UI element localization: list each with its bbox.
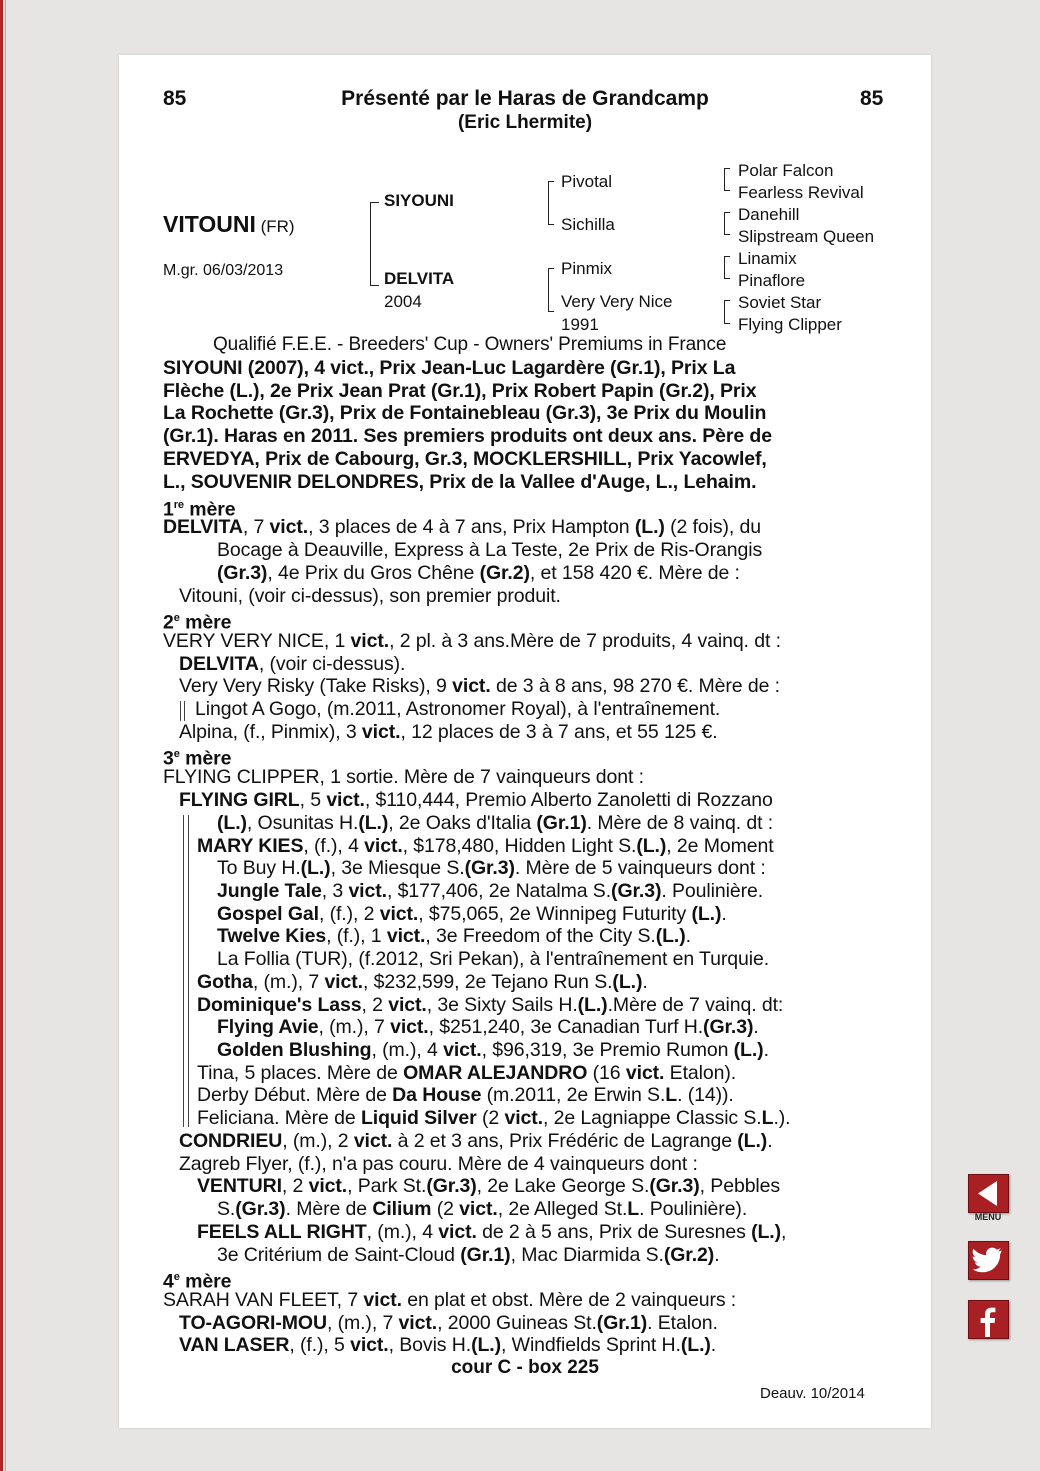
- pedigree-line: Dominique's Lass, 2 vict., 3e Sixty Sails H.(L.).Mère de 7 vainq. dt:: [197, 994, 784, 1016]
- sire-text: ERVEDYA, Prix de Cabourg, Gr.3, MOCKLERSHILL, Prix Yacowlef,: [163, 448, 767, 470]
- twitter-icon: [969, 1242, 1008, 1279]
- pedigree-line: Twelve Kies, (f.), 1 vict., 3e Freedom of the City S.(L.).: [217, 925, 691, 947]
- pedigree-bracket-dd: [724, 300, 730, 324]
- stable-location: cour C - box 225: [451, 1357, 599, 1378]
- pedigree-line: VENTURI, 2 vict., Park St.(Gr.3), 2e Lake George S.(Gr.3), Pebbles: [197, 1175, 781, 1197]
- pedigree-sdd: Slipstream Queen: [738, 227, 875, 246]
- pedigree-bracket-ds: [724, 256, 730, 279]
- sale-reference: Deauv. 10/2014: [760, 1385, 865, 1402]
- back-arrow-icon: [969, 1175, 1008, 1212]
- pedigree-line: VAN LASER, (f.), 5 vict., Bovis H.(L.), Windfields Sprint H.(L.).: [179, 1334, 717, 1356]
- pedigree-line: FEELS ALL RIGHT, (m.), 4 vict. de 2 à 5 ans, Prix de Suresnes (L.),: [197, 1221, 787, 1243]
- pedigree-line: To Buy H.(L.), 3e Miesque S.(Gr.3). Mère de 5 vainqueurs dont :: [217, 857, 766, 879]
- offspring-bar: [180, 701, 181, 721]
- page-title: Présenté par le Haras de Grandcamp: [341, 87, 709, 110]
- section-heading-3: 3e mère: [163, 747, 232, 770]
- menu-button[interactable]: [968, 1174, 1009, 1213]
- pedigree-line: La Follia (TUR), (f.2012, Sri Pekan), à l'entraînement en Turquie.: [217, 948, 770, 970]
- qualification: Qualifié F.E.E. - Breeders' Cup - Owners' Premiums in France: [213, 334, 727, 355]
- pedigree-dam-year: 2004: [384, 292, 422, 311]
- pedigree-line: Feliciana. Mère de Liquid Silver (2 vict., 2e Lagniappe Classic S.L.).: [197, 1107, 791, 1129]
- sire-text: Flèche (L.), 2e Prix Jean Prat (Gr.1), Prix Robert Papin (Gr.2), Prix: [163, 380, 757, 402]
- pedigree-sss: Polar Falcon: [738, 161, 834, 180]
- pedigree-bracket-gen1: [370, 202, 379, 286]
- pedigree-line: S.(Gr.3). Mère de Cilium (2 vict., 2e Alleged St.L. Poulinière).: [217, 1198, 748, 1220]
- pedigree-dd-year: 1991: [561, 315, 599, 334]
- pedigree-line: Bocage à Deauville, Express à La Teste, 2e Prix de Ris-Orangis: [217, 539, 763, 561]
- pedigree-ds: Pinmix: [561, 259, 613, 278]
- pedigree-line: CONDRIEU, (m.), 2 vict. à 2 et 3 ans, Prix Frédéric de Lagrange (L.).: [179, 1130, 773, 1152]
- pedigree-line: Tina, 5 places. Mère de OMAR ALEJANDRO (16 vict. Etalon).: [197, 1062, 737, 1084]
- pedigree-bracket-sd: [724, 212, 730, 235]
- pedigree-line: MARY KIES, (f.), 4 vict., $178,480, Hidden Light S.(L.), 2e Moment: [197, 835, 774, 857]
- offspring-bar: [184, 701, 185, 721]
- pedigree-line: Alpina, (f., Pinmix), 3 vict., 12 places de 3 à 7 ans, et 55 125 €.: [179, 721, 718, 743]
- pedigree-line: DELVITA, (voir ci-dessus).: [179, 653, 406, 675]
- sire-text: La Rochette (Gr.3), Prix de Fontainebleau (Gr.3), 3e Prix du Moulin: [163, 402, 767, 424]
- pedigree-line: FLYING GIRL, 5 vict., $110,444, Premio Alberto Zanoletti di Rozzano: [179, 789, 773, 811]
- catalogue-page: [119, 55, 931, 1428]
- pedigree-line: FLYING CLIPPER, 1 sortie. Mère de 7 vainqueurs dont :: [163, 766, 644, 788]
- pedigree-bracket-ss: [724, 168, 730, 191]
- pedigree-ddd: Flying Clipper: [738, 315, 842, 334]
- pedigree-line: Gospel Gal, (f.), 2 vict., $75,065, 2e Winnipeg Futurity (L.).: [217, 903, 727, 925]
- pedigree-line: Derby Début. Mère de Da House (m.2011, 2e Erwin S.L. (14)).: [197, 1084, 734, 1106]
- pedigree-dds: Soviet Star: [738, 293, 822, 312]
- pedigree-line: Jungle Tale, 3 vict., $177,406, 2e Natalma S.(Gr.3). Poulinière.: [217, 880, 764, 902]
- left-border-line: [5, 0, 6, 1471]
- pedigree-dss: Linamix: [738, 249, 797, 268]
- twitter-button[interactable]: [968, 1241, 1009, 1280]
- left-border: [0, 0, 3, 1471]
- facebook-button[interactable]: [968, 1300, 1009, 1339]
- sire-text: (Gr.1). Haras en 2011. Ses premiers produits ont deux ans. Père de: [163, 425, 772, 447]
- offspring-bar: [183, 815, 184, 1127]
- pedigree-line: TO-AGORI-MOU, (m.), 7 vict., 2000 Guineas St.(Gr.1). Etalon.: [179, 1312, 718, 1334]
- pedigree-bracket-sire: [548, 181, 554, 225]
- horse-info: M.gr. 06/03/2013: [163, 262, 284, 279]
- facebook-icon: [969, 1301, 1008, 1338]
- horse-origin: (FR): [260, 217, 295, 236]
- pedigree-line: Gotha, (m.), 7 vict., $232,599, 2e Tejano Run S.(L.).: [197, 971, 648, 993]
- pedigree-line: 3e Critérium de Saint-Cloud (Gr.1), Mac Diarmida S.(Gr.2).: [217, 1244, 720, 1266]
- pedigree-line: (L.), Osunitas H.(L.), 2e Oaks d'Italia (Gr.1). Mère de 8 vainq. dt :: [217, 812, 774, 834]
- menu-label[interactable]: MENU: [974, 1212, 1002, 1222]
- pedigree-sd: Sichilla: [561, 215, 615, 234]
- section-heading-1: 1re mère: [163, 498, 236, 521]
- horse-name: VITOUNI (FR): [163, 211, 295, 237]
- lot-number-right: 85: [860, 87, 884, 110]
- lot-number-left: 85: [163, 87, 187, 110]
- pedigree-line: SARAH VAN FLEET, 7 vict. en plat et obst. Mère de 2 vainqueurs :: [163, 1289, 737, 1311]
- pedigree-line: Zagreb Flyer, (f.), n'a pas couru. Mère de 4 vainqueurs dont :: [179, 1153, 698, 1175]
- page-subtitle: (Eric Lhermite): [457, 112, 593, 133]
- sire-text: L., SOUVENIR DELONDRES, Prix de la Vallee d'Auge, L., Lehaim.: [163, 471, 757, 493]
- pedigree-dsd: Pinaflore: [738, 271, 806, 290]
- pedigree-line: VERY VERY NICE, 1 vict., 2 pl. à 3 ans.Mère de 7 produits, 4 vainq. dt :: [163, 630, 781, 652]
- pedigree-bracket-dam: [548, 268, 554, 312]
- pedigree-line: Golden Blushing, (m.), 4 vict., $96,319, 3e Premio Rumon (L.).: [217, 1039, 769, 1061]
- pedigree-dam: DELVITA: [384, 269, 455, 288]
- pedigree-line: Vitouni, (voir ci-dessus), son premier produit.: [179, 585, 561, 607]
- sire-text: SIYOUNI (2007), 4 vict., Prix Jean-Luc Lagardère (Gr.1), Prix La: [163, 357, 736, 379]
- pedigree-ss: Pivotal: [561, 172, 613, 191]
- pedigree-sds: Danehill: [738, 205, 800, 224]
- section-heading-4: 4e mère: [163, 1270, 232, 1293]
- pedigree-line: Lingot A Gogo, (m.2011, Astronomer Royal), à l'entraînement.: [195, 698, 721, 720]
- pedigree-line: DELVITA, 7 vict., 3 places de 4 à 7 ans, Prix Hampton (L.) (2 fois), du: [163, 516, 762, 538]
- offspring-bar: [188, 815, 189, 1127]
- pedigree-line: (Gr.3), 4e Prix du Gros Chêne (Gr.2), et 158 420 €. Mère de :: [217, 562, 740, 584]
- pedigree-line: Very Very Risky (Take Risks), 9 vict. de 3 à 8 ans, 98 270 €. Mère de :: [179, 675, 780, 697]
- pedigree-sire: SIYOUNI: [384, 191, 454, 210]
- pedigree-ssd: Fearless Revival: [738, 183, 864, 202]
- section-heading-2: 2e mère: [163, 611, 232, 634]
- pedigree-dd: Very Very Nice: [561, 292, 673, 311]
- pedigree-line: Flying Avie, (m.), 7 vict., $251,240, 3e Canadian Turf H.(Gr.3).: [217, 1016, 759, 1038]
